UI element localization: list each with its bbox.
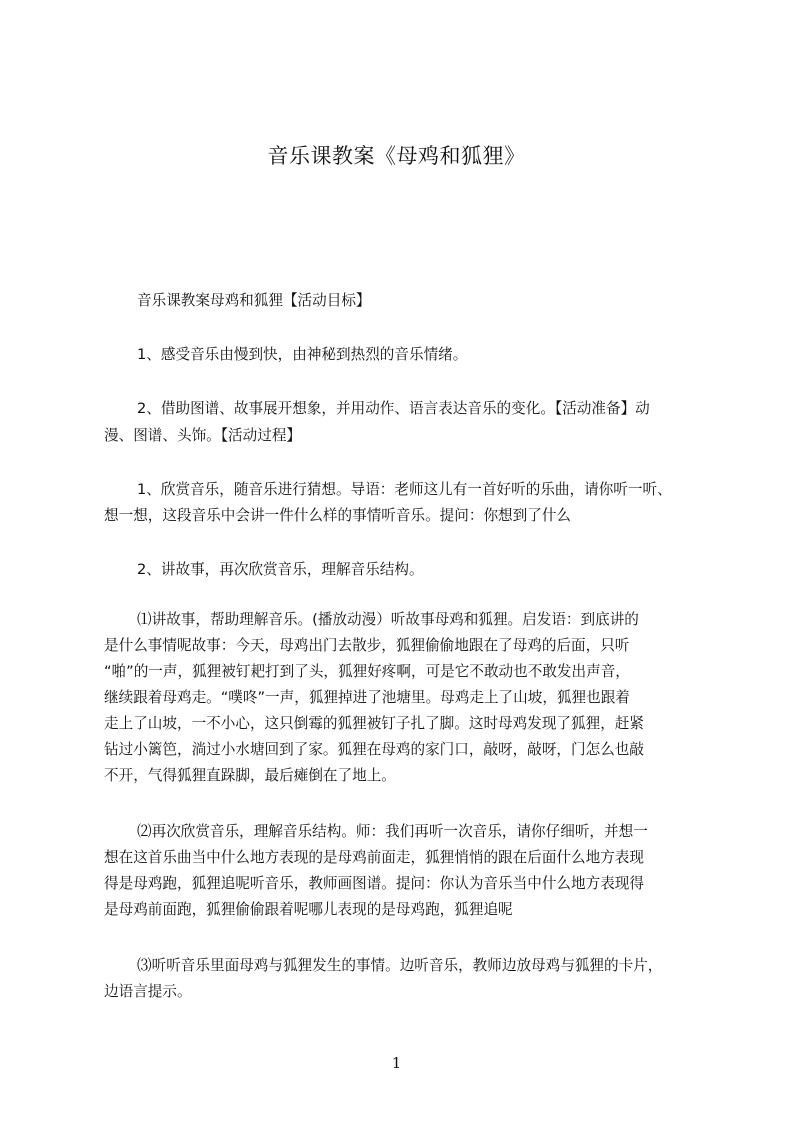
paragraph-line: 想在这首乐曲当中什么地方表现的是母鸡前面走，狐狸悄悄的跟在后面什么地方表现 xyxy=(104,849,644,866)
paragraph-line: 走上了山坡，一不小心，这只倒霉的狐狸被钉子扎了脚。这时母鸡发现了狐狸，赶紧 xyxy=(104,715,644,732)
paragraph-line: 1、感受音乐由慢到快，由神秘到热烈的音乐情绪。 xyxy=(137,346,468,363)
paragraph-line: 钻过小篱笆，淌过小水塘回到了家。狐狸在母鸡的家门口，敲呀，敲呀，门怎么也敲 xyxy=(104,741,644,758)
document-title: 音乐课教案《母鸡和狐狸》 xyxy=(267,144,526,168)
paragraph-line: 是母鸡前面跑，狐狸偷偷跟着呢哪儿表现的是母鸡跑，狐狸追呢 xyxy=(104,901,513,918)
paragraph-line: 得是母鸡跑，狐狸追呢听音乐，教师画图谱。提问：你认为音乐当中什么地方表现得 xyxy=(104,875,644,892)
paragraph-line: 边语言提示。 xyxy=(104,983,192,1000)
paragraph-line: 漫、图谱、头饰。【活动过程】 xyxy=(104,427,302,444)
paragraph-line: “啪”的一声，狐狸被钉耙打到了头，狐狸好疼啊，可是它不敢动也不敢发出声音， xyxy=(104,663,630,680)
paragraph-line: 想一想，这段音乐中会讲一件什么样的事情听音乐。提问：你想到了什么 xyxy=(104,507,572,524)
paragraph-line: 2、借助图谱、故事展开想象，并用动作、语言表达音乐的变化。【活动准备】动 xyxy=(137,400,650,417)
paragraph-line: 2、讲故事，再次欣赏音乐，理解音乐结构。 xyxy=(137,561,424,578)
paragraph-line: ⑵再次欣赏音乐，理解音乐结构。师：我们再听一次音乐，请你仔细听，并想一 xyxy=(137,823,648,840)
paragraph-line: ⑶听听音乐里面母鸡与狐狸发生的事情。边听音乐，教师边放母鸡与狐狸的卡片， xyxy=(137,957,663,974)
paragraph-line: 音乐课教案母鸡和狐狸【活动目标】 xyxy=(137,292,371,309)
paragraph-line: 继续跟着母鸡走。“噗咚”一声，狐狸掉进了池塘里。母鸡走上了山坡，狐狸也跟着 xyxy=(104,689,630,706)
paragraph-line: 1、欣赏音乐，随音乐进行猜想。导语：老师这儿有一首好听的乐曲，请你听一听、 xyxy=(137,481,672,498)
paragraph-line: 不开，气得狐狸直跺脚，最后瘫倒在了地上。 xyxy=(104,767,396,784)
paragraph-line: 是什么事情呢故事：今天，母鸡出门去散步，狐狸偷偷地跟在了母鸡的后面，只听 xyxy=(104,637,630,654)
page-number: 1 xyxy=(391,1054,402,1072)
paragraph-line: ⑴讲故事，帮助理解音乐。(播放动漫）听故事母鸡和狐狸。启发语：到底讲的 xyxy=(137,611,639,628)
